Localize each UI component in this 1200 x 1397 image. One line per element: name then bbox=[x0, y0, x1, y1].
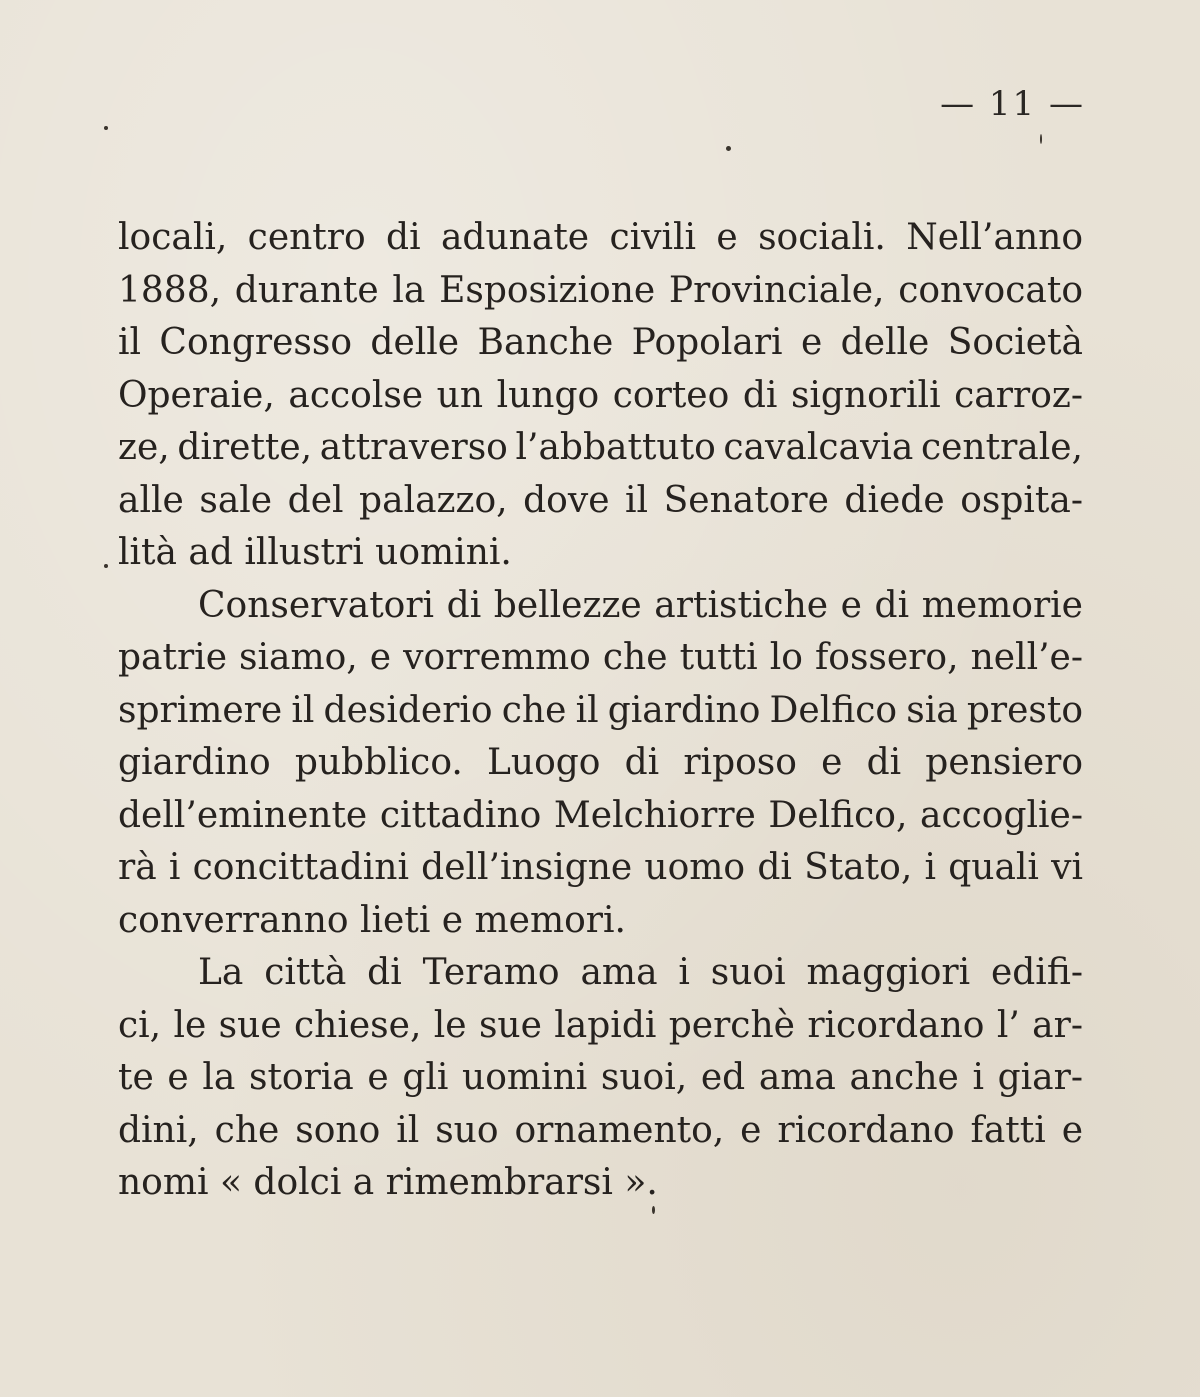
paper-speck bbox=[1040, 134, 1042, 144]
text-line: alle sale del palazzo, dove il Senatore diede ospita- bbox=[118, 479, 1083, 521]
text-line: ci, le sue chiese, le sue lapidi perchè ricordano l’ ar- bbox=[118, 1004, 1083, 1046]
text-line: sprimere il desiderio che il giardino Delfico sia presto bbox=[118, 689, 1083, 731]
text-line: patrie siamo, e vorremmo che tutti lo fossero, nell’e- bbox=[118, 637, 1083, 678]
text-line: locali, centro di adunate civili e sociali. Nell’anno bbox=[118, 217, 1083, 258]
text-line: rà i concittadini dell’insigne uomo di Stato, i quali vi bbox=[118, 847, 1083, 888]
paragraph-3 bbox=[118, 947, 1083, 1210]
body-text bbox=[118, 212, 1083, 1210]
text-line: giardino pubblico. Luogo di riposo e di pensiero bbox=[118, 742, 1083, 783]
paper-speck bbox=[726, 146, 731, 151]
text-line: lità ad illustri uomini. bbox=[118, 532, 512, 573]
text-line: Conservatori di bellezze artistiche e di memorie bbox=[198, 584, 1083, 626]
text-line: ze, dirette, attraverso l’abbattuto cavalcavia centrale, bbox=[118, 427, 1083, 468]
text-line: 1888, durante la Esposizione Provinciale, convocato bbox=[118, 269, 1083, 311]
text-line: dell’eminente cittadino Melchiorre Delfico, accoglie- bbox=[118, 794, 1083, 836]
paragraph-2 bbox=[118, 580, 1083, 948]
paper-speck bbox=[104, 126, 108, 130]
text-line: La città di Teramo ama i suoi maggiori edifi- bbox=[198, 952, 1083, 993]
paper-speck bbox=[652, 1206, 655, 1214]
text-line: dini, che sono il suo ornamento, e ricordano fatti e bbox=[118, 1109, 1083, 1151]
text-line: il Congresso delle Banche Popolari e delle Società bbox=[118, 322, 1083, 363]
text-line: nomi « dolci a rimembrarsi ». bbox=[118, 1162, 658, 1203]
page-number: — 11 — bbox=[940, 84, 1085, 124]
paragraph-1 bbox=[118, 212, 1083, 580]
text-line: Operaie, accolse un lungo corteo di signorili carroz- bbox=[118, 374, 1083, 416]
text-line: converranno lieti e memori. bbox=[118, 899, 626, 941]
paper-speck bbox=[104, 564, 108, 568]
text-line: te e la storia e gli uomini suoi, ed ama anche i giar- bbox=[118, 1057, 1083, 1098]
